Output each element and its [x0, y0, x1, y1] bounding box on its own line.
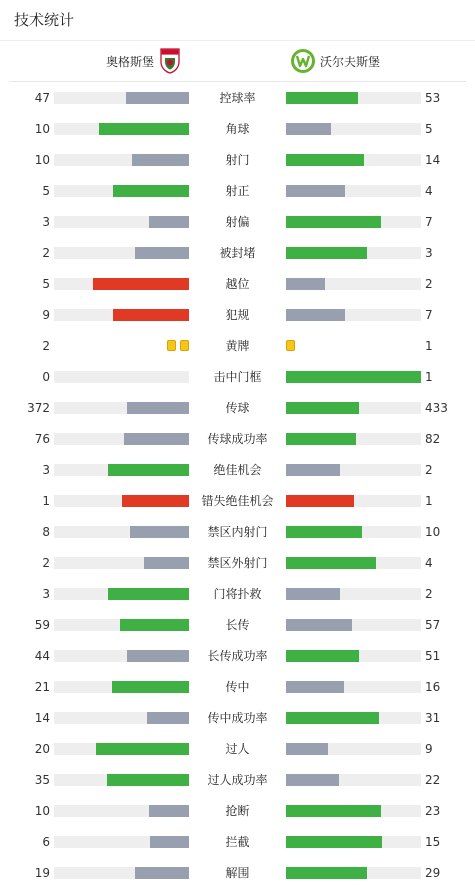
stat-row	[0, 336, 475, 356]
away-bar-track	[286, 743, 421, 755]
away-value: 433	[425, 401, 448, 415]
away-bar-track	[286, 588, 421, 600]
home-bar-fill	[147, 712, 189, 724]
home-bar-fill	[124, 433, 189, 445]
away-value: 7	[425, 308, 433, 322]
page-title: 技术统计	[0, 0, 475, 41]
home-value: 5	[42, 277, 50, 291]
away-bar-track	[286, 681, 421, 693]
away-bar-track	[286, 402, 421, 414]
home-bar-fill	[150, 836, 189, 848]
away-bar-fill	[286, 774, 339, 786]
stat-row	[0, 460, 475, 480]
away-bar-track	[286, 805, 421, 817]
away-value: 23	[425, 804, 441, 818]
away-value: 1	[425, 339, 433, 353]
away-bar-fill	[286, 681, 344, 693]
away-bar-track	[286, 278, 421, 290]
away-value: 1	[425, 494, 433, 508]
stat-label: 禁区内射门	[207, 525, 268, 539]
home-bar-fill	[108, 464, 189, 476]
stat-row	[0, 274, 475, 294]
home-bar-fill	[127, 650, 189, 662]
away-bar-fill	[286, 650, 359, 662]
stat-row	[0, 801, 475, 821]
away-bar-fill	[286, 805, 381, 817]
away-bar-fill	[286, 402, 359, 414]
home-bar-fill	[149, 805, 190, 817]
stat-row	[0, 584, 475, 604]
home-bar-fill	[127, 402, 189, 414]
home-value: 0	[42, 370, 50, 384]
home-bar-track	[54, 588, 189, 600]
away-value: 2	[425, 277, 433, 291]
stat-row	[0, 522, 475, 542]
stat-label: 射正	[225, 184, 250, 198]
yellow-card-icon	[286, 340, 295, 351]
home-value: 35	[34, 773, 50, 787]
away-bar-track	[286, 774, 421, 786]
home-yellow-cards	[167, 340, 189, 352]
stat-row	[0, 150, 475, 170]
away-bar-fill	[286, 92, 358, 104]
home-bar-fill	[107, 774, 189, 786]
stat-label: 控球率	[219, 91, 256, 105]
stat-label: 越位	[225, 277, 250, 291]
away-bar-track	[286, 712, 421, 724]
stat-row	[0, 88, 475, 108]
home-value: 19	[34, 866, 50, 880]
home-value: 2	[42, 246, 50, 260]
away-bar-fill	[286, 309, 345, 321]
home-bar-track	[54, 278, 189, 290]
home-bar-track	[54, 185, 189, 197]
away-bar-track	[286, 495, 421, 507]
stat-label: 过人	[225, 742, 250, 756]
home-bar-track	[54, 805, 189, 817]
away-bar-fill	[286, 712, 379, 724]
away-value: 22	[425, 773, 441, 787]
stat-label: 射门	[225, 153, 250, 167]
home-value: 3	[42, 587, 50, 601]
home-value: 76	[34, 432, 50, 446]
stat-label: 解围	[225, 866, 250, 880]
away-bar-track	[286, 247, 421, 259]
stat-label: 传球	[225, 401, 250, 415]
away-value: 4	[425, 556, 433, 570]
away-value: 57	[425, 618, 441, 632]
away-bar-fill	[286, 588, 340, 600]
stat-row	[0, 305, 475, 325]
home-bar-track	[54, 154, 189, 166]
away-bar-fill	[286, 867, 367, 879]
away-bar-fill	[286, 557, 376, 569]
away-yellow-cards	[286, 340, 295, 352]
away-value: 51	[425, 649, 441, 663]
away-bar-fill	[286, 185, 345, 197]
away-bar-track	[286, 92, 421, 104]
home-team[interactable]	[106, 48, 180, 74]
away-bar-track	[286, 526, 421, 538]
home-bar-fill	[93, 278, 189, 290]
home-bar-track	[54, 92, 189, 104]
home-bar-track	[54, 867, 189, 879]
yellow-card-icon	[167, 340, 176, 351]
stat-label: 被封堵	[219, 246, 256, 260]
away-value: 10	[425, 525, 441, 539]
stat-label: 长传	[225, 618, 250, 632]
home-bar-fill	[135, 867, 189, 879]
home-team-name: 奥格斯堡	[105, 54, 154, 69]
home-bar-track	[54, 774, 189, 786]
stat-row	[0, 615, 475, 635]
home-bar-track	[54, 309, 189, 321]
away-bar-fill	[286, 743, 328, 755]
home-bar-fill	[130, 526, 189, 538]
stat-row	[0, 553, 475, 573]
away-value: 29	[425, 866, 441, 880]
home-value: 3	[42, 463, 50, 477]
away-bar-fill	[286, 619, 352, 631]
stat-row	[0, 212, 475, 232]
stat-row	[0, 739, 475, 759]
away-bar-fill	[286, 154, 364, 166]
teams-header	[9, 41, 466, 82]
away-bar-fill	[286, 371, 421, 383]
away-value: 1	[425, 370, 433, 384]
away-bar-track	[286, 309, 421, 321]
home-bar-track	[54, 123, 189, 135]
away-bar-track	[286, 185, 421, 197]
stat-label: 过人成功率	[207, 773, 268, 787]
away-bar-fill	[286, 526, 362, 538]
home-value: 44	[34, 649, 50, 663]
home-bar-track	[54, 495, 189, 507]
away-bar-fill	[286, 123, 331, 135]
home-bar-track	[54, 526, 189, 538]
stat-label: 绝佳机会	[213, 463, 262, 477]
home-bar-track	[54, 681, 189, 693]
augsburg-crest-icon	[160, 48, 180, 74]
away-bar-track	[286, 371, 421, 383]
home-value: 59	[34, 618, 50, 632]
home-bar-track	[54, 650, 189, 662]
stat-label: 犯规	[225, 308, 250, 322]
away-value: 14	[425, 153, 441, 167]
away-bar-fill	[286, 495, 354, 507]
away-value: 7	[425, 215, 433, 229]
home-bar-fill	[135, 247, 189, 259]
home-bar-track	[54, 836, 189, 848]
home-bar-track	[54, 433, 189, 445]
stat-label: 抢断	[225, 804, 250, 818]
home-bar-track	[54, 557, 189, 569]
away-team[interactable]	[290, 48, 380, 74]
home-bar-fill	[113, 309, 189, 321]
home-bar-fill	[149, 216, 190, 228]
home-value: 6	[42, 835, 50, 849]
stat-row	[0, 491, 475, 511]
stat-label: 错失绝佳机会	[201, 494, 274, 508]
home-bar-track	[54, 464, 189, 476]
home-bar-fill	[120, 619, 189, 631]
away-value: 3	[425, 246, 433, 260]
away-bar-track	[286, 464, 421, 476]
stat-row	[0, 770, 475, 790]
stat-row	[0, 677, 475, 697]
home-value: 10	[34, 153, 50, 167]
away-bar-fill	[286, 216, 381, 228]
away-value: 15	[425, 835, 441, 849]
away-value: 9	[425, 742, 433, 756]
away-value: 2	[425, 587, 433, 601]
home-bar-track	[54, 371, 189, 383]
away-value: 53	[425, 91, 441, 105]
away-bar-track	[286, 216, 421, 228]
home-value: 10	[34, 122, 50, 136]
wolfsburg-crest-icon	[290, 48, 316, 74]
stat-label: 击中门框	[213, 370, 262, 384]
away-bar-fill	[286, 433, 356, 445]
stat-label: 门将扑救	[213, 587, 262, 601]
home-bar-fill	[122, 495, 190, 507]
away-bar-track	[286, 650, 421, 662]
home-bar-fill	[99, 123, 189, 135]
stat-label: 传中	[225, 680, 250, 694]
home-bar-fill	[132, 154, 189, 166]
yellow-card-icon	[180, 340, 189, 351]
stat-row	[0, 863, 475, 883]
stat-label: 传球成功率	[207, 432, 268, 446]
away-value: 4	[425, 184, 433, 198]
home-value: 8	[42, 525, 50, 539]
home-value: 20	[34, 742, 50, 756]
away-value: 16	[425, 680, 441, 694]
away-bar-track	[286, 154, 421, 166]
home-bar-fill	[112, 681, 189, 693]
stat-label: 射偏	[225, 215, 250, 229]
away-team-name: 沃尔夫斯堡	[320, 54, 381, 69]
away-bar-track	[286, 557, 421, 569]
home-bar-fill	[108, 588, 189, 600]
home-value: 3	[42, 215, 50, 229]
stat-row	[0, 181, 475, 201]
away-value: 82	[425, 432, 441, 446]
stat-label: 长传成功率	[207, 649, 268, 663]
stats-list	[0, 82, 475, 882]
home-value: 10	[34, 804, 50, 818]
away-bar-fill	[286, 247, 367, 259]
home-bar-track	[54, 743, 189, 755]
stat-row	[0, 708, 475, 728]
stat-row	[0, 119, 475, 139]
away-bar-track	[286, 433, 421, 445]
stat-row	[0, 832, 475, 852]
away-value: 5	[425, 122, 433, 136]
home-value: 9	[42, 308, 50, 322]
home-bar-track	[54, 402, 189, 414]
away-value: 31	[425, 711, 441, 725]
home-value: 21	[34, 680, 50, 694]
away-bar-track	[286, 123, 421, 135]
home-value: 1	[42, 494, 50, 508]
away-bar-track	[286, 867, 421, 879]
home-bar-track	[54, 712, 189, 724]
away-value: 2	[425, 463, 433, 477]
home-bar-track	[54, 216, 189, 228]
home-value: 14	[34, 711, 50, 725]
stat-row	[0, 646, 475, 666]
away-bar-fill	[286, 836, 382, 848]
stat-label: 黄牌	[225, 339, 250, 353]
stat-row	[0, 243, 475, 263]
away-bar-track	[286, 836, 421, 848]
stat-label: 禁区外射门	[207, 556, 268, 570]
home-bar-fill	[126, 92, 189, 104]
home-value: 47	[34, 91, 50, 105]
home-bar-fill	[96, 743, 189, 755]
stat-row	[0, 398, 475, 418]
home-bar-fill	[144, 557, 189, 569]
away-bar-fill	[286, 278, 325, 290]
stat-row	[0, 429, 475, 449]
away-bar-track	[286, 619, 421, 631]
home-bar-track	[54, 619, 189, 631]
home-bar-track	[54, 247, 189, 259]
stat-label: 传中成功率	[207, 711, 268, 725]
stat-label: 角球	[225, 122, 250, 136]
home-bar-fill	[113, 185, 189, 197]
home-value: 5	[42, 184, 50, 198]
stat-row	[0, 367, 475, 387]
home-value: 2	[42, 339, 50, 353]
stat-label: 拦截	[225, 835, 250, 849]
home-value: 372	[27, 401, 50, 415]
away-bar-fill	[286, 464, 340, 476]
home-value: 2	[42, 556, 50, 570]
